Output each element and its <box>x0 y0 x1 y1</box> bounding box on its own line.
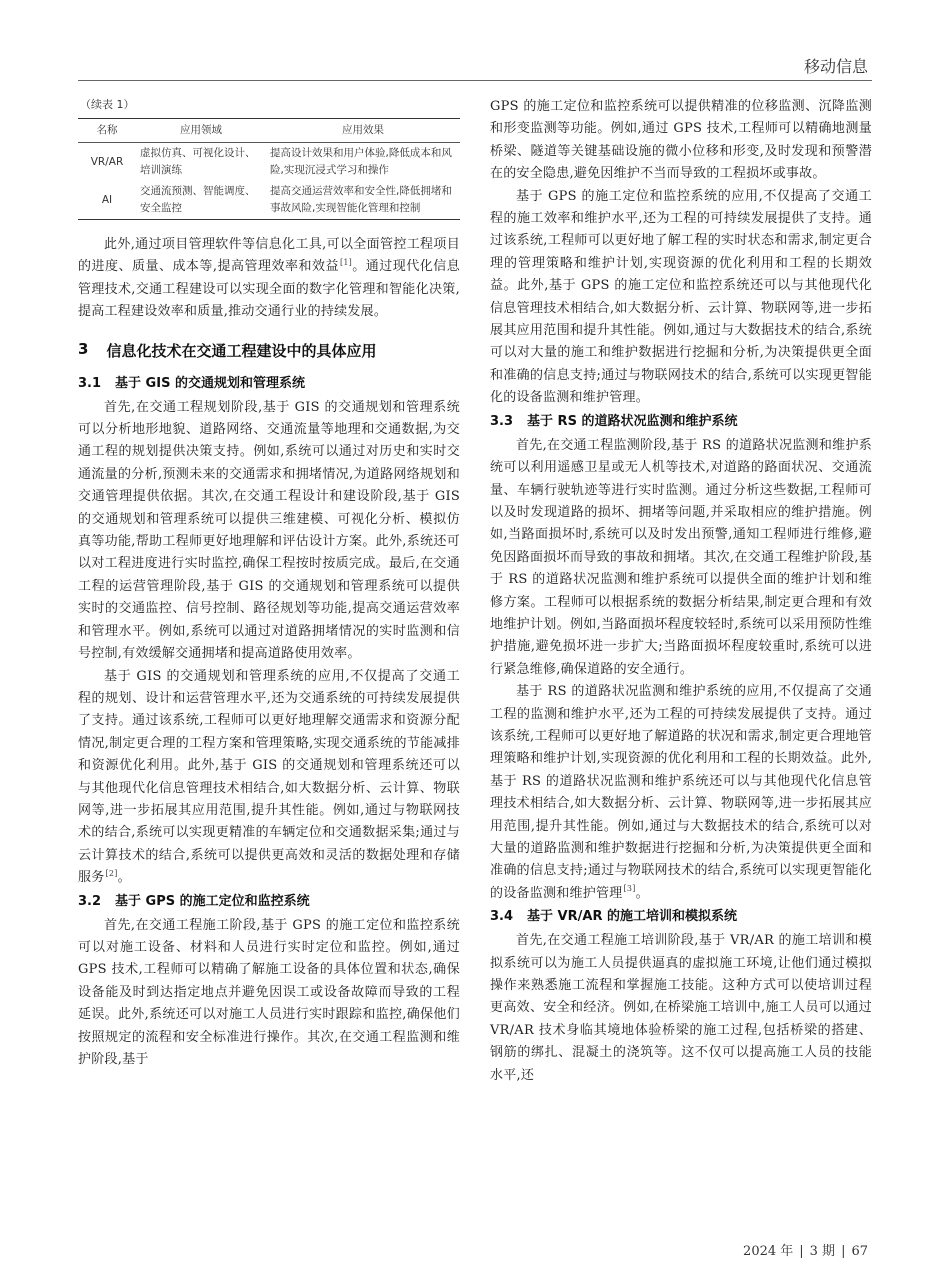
section-title: 基于 RS 的道路状况监测和维护系统 <box>527 413 738 429</box>
tech-application-table <box>78 118 460 220</box>
table-row <box>78 143 460 182</box>
table-row <box>78 181 460 220</box>
table-cell-field: 虚拟仿真、可视化设计、培训演练 <box>140 147 256 176</box>
table-cell-name: VR/AR <box>90 155 124 168</box>
table-header-cell: 名称 <box>78 119 136 143</box>
paragraph: 基于 RS 的道路状况监测和维护系统的应用,不仅提高了交通工程的监测和维护水平,还为工程的可持续发展提供了支持。通过该系统,工程师可以更好地了解道路的状况和需求,制定更合理地管理策略和维护计划,实现资源的优化利用和工程的长期效益。此外,基于 RS 的道路状况监测和维护系统还可以与其他现代化信息管理技术相结合,如大数据分析、云计算、物联网等,进一步拓展其应用范围,提升其性能。例如,通过与大数据技术的结合,系统可以对大量的道路监测和维护数据进行挖掘和分析,为决策提供更全面和准确的信息支持;通过与物联网技术的结合,系统可以实现更智能化的设备监测和维护管理[3]。 <box>490 684 872 901</box>
page-footer <box>743 1240 868 1259</box>
paragraph: 首先,在交通工程施工培训阶段,基于 VR/AR 的施工培训和模拟系统可以为施工人员提供逼真的虚拟施工环境,让他们通过模拟操作来熟悉施工流程和掌握施工技能。这种方式可以使培训过程更高效、安全和经济。例如,在桥梁施工培训中,施工人员可以通过 VR/AR 技术身临其境地体验桥梁的施工过程,包括桥梁的搭建、钢筋的绑扎、混凝土的浇筑等。这不仅可以提高施工人员的技能水平,还 <box>490 933 872 1083</box>
footer-issue: 3 期 <box>809 1244 836 1259</box>
section-3-1-heading <box>78 375 460 393</box>
section-title: 基于 VR/AR 的施工培训和模拟系统 <box>527 909 737 925</box>
table-caption: （续表 1） <box>80 98 135 111</box>
section-title: 基于 GIS 的交通规划和管理系统 <box>115 375 305 391</box>
section-3-heading <box>78 340 460 361</box>
section-number: 3.2 <box>78 893 102 909</box>
table-header-cell: 应用效果 <box>266 119 460 143</box>
section-3-2-heading <box>78 893 460 911</box>
section-number: 3.4 <box>490 909 514 925</box>
paragraph: 首先,在交通工程监测阶段,基于 RS 的道路状况监测和维护系统可以利用遥感卫星或无人机等技术,对道路的路面状况、交通流量、车辆行驶轨迹等进行实时监测。通过分析这些数据,工程师可以及时发现道路的损坏、拥堵等问题,并采取相应的维护措施。例如,当路面损坏时,系统可以及时发出预警,通知工程师进行维修,避免因路面损坏而导致的事故和拥堵。其次,在交通工程维护阶段,基于 RS 的道路状况监测和维护系统可以提供全面的维护计划和维修方案。工程师可以根据系统的数据分析结果,制定更合理和有效地维护计划。例如,当路面损坏程度较轻时,系统可以采用预防性维护措施,避免损坏进一步扩大;当路面损坏程度较重时,系统可以进行紧急维修,确保道路的安全通行。 <box>490 437 872 677</box>
citation: [2] <box>105 868 118 878</box>
left-column <box>78 96 460 1071</box>
section-number: 3.1 <box>78 375 102 391</box>
table-header-row <box>78 119 460 143</box>
footer-separator: | <box>841 1244 846 1259</box>
section-number: 3 <box>78 339 89 358</box>
continued-paragraph: GPS 的施工定位和监控系统可以提供精准的位移监测、沉降监测和形变监测等功能。例如,通过 GPS 技术,工程师可以精确地测量桥梁、隧道等关键基础设施的微小位移和形变,及时发现和预警潜在的安全隐患,避免因维护不当而导致的工程损坏或事故。 <box>490 99 872 182</box>
table-cell-effect: 提高设计效果和用户体验,降低成本和风险,实现沉浸式学习和操作 <box>270 147 452 176</box>
paragraph: 基于 GPS 的施工定位和监控系统的应用,不仅提高了交通工程的施工效率和维护水平,还为工程的可持续发展提供了支持。通过该系统,工程师可以更好地了解工程的实时状态和需求,制定更合理的管理策略和维护计划,实现资源的优化利用和工程的长期效益。此外,基于 GPS 的施工定位和监控系统还可以与其他现代化信息管理技术相结合,如大数据分析、云计算、物联网等,进一步拓展其应用范围和提升其性能。例如,通过与大数据技术的结合,系统可以对大量的施工和维护数据进行挖掘和分析,为决策提供更全面和准确的信息支持;通过与物联网技术的结合,系统可以实现更智能化的设备监测和维护管理。 <box>490 188 872 406</box>
section-title: 信息化技术在交通工程建设中的具体应用 <box>106 341 377 360</box>
intro-paragraph: 此外,通过项目管理软件等信息化工具,可以全面管控工程项目的进度、质量、成本等,提高管理效率和效益[1]。通过现代化信息管理技术,交通工程建设可以实现全面的数字化管理和智能化决策,提高工程建设效率和质量,推动交通行业的持续发展。 <box>78 237 460 320</box>
page-number: 67 <box>851 1244 868 1259</box>
citation: [3] <box>623 884 636 894</box>
table-cell-field: 交通流预测、智能调度、安全监控 <box>136 181 266 220</box>
section-number: 3.3 <box>490 413 514 429</box>
journal-title: 移动信息 <box>803 57 868 76</box>
section-title: 基于 GPS 的施工定位和监控系统 <box>115 893 310 909</box>
citation: [1] <box>339 258 353 268</box>
table-cell-name: AI <box>78 181 136 220</box>
header-rule <box>78 80 872 81</box>
paragraph: 基于 GIS 的交通规划和管理系统的应用,不仅提高了交通工程的规划、设计和运营管理水平,还为交通系统的可持续发展提供了支持。通过该系统,工程师可以更好地理解交通需求和资源分配情况,制定更合理的工程方案和管理策略,实现交通系统的节能减排和资源优化利用。此外,基于 GIS 的交通规划和管理系统还可以与其他现代化信息管理技术相结合,如大数据分析、云计算、物联网等,进一步拓展其应用范围,提升其性能。例如,通过与物联网技术的结合,系统可以实现更精准的车辆定位和交通数据采集;通过与云计算技术的结合,系统可以提供更高效和灵活的数据处理和存储服务[2]。 <box>78 668 460 886</box>
footer-separator: | <box>799 1244 804 1259</box>
paragraph: 首先,在交通工程施工阶段,基于 GPS 的施工定位和监控系统可以对施工设备、材料和人员进行实时定位和监控。例如,通过 GPS 技术,工程师可以精确了解施工设备的具体位置和状态,确保设备能及时到达指定地点并避免因误工或设备故障而导致的工程延误。此外,系统还可以对施工人员进行实时跟踪和监控,确保他们按照规定的流程和安全标准进行操作。其次,在交通工程监测和维护阶段,基于 <box>78 917 460 1067</box>
section-3-3-heading <box>490 413 872 431</box>
table-cell-effect: 提高交通运营效率和安全性,降低拥堵和事故风险,实现智能化管理和控制 <box>266 181 460 220</box>
paragraph: 首先,在交通工程规划阶段,基于 GIS 的交通规划和管理系统可以分析地形地貌、道路网络、交通流量等地理和交通数据,为交通工程的规划提供决策支持。例如,系统可以通过对历史和实时交通流量的分析,预测未来的交通需求和拥堵情况,为道路网络规划和交通管理提供依据。其次,在交通工程设计和建设阶段,基于 GIS 的交通规划和管理系统可以提供三维建模、可视化分析、模拟仿真等功能,帮助工程师更好地理解和评估设计方案。此外,系统还可以对工程进度进行实时监控,确保工程按时按质完成。最后,在交通工程的运营管理阶段,基于 GIS 的交通规划和管理系统可以提供实时的交通监控、信号控制、路径规划等功能,提高交通运营效率和管理水平。例如,系统可以通过对道路拥堵情况的实时监测和信号控制,有效缓解交通拥堵和提高道路使用效率。 <box>78 399 460 662</box>
table-header-cell: 应用领域 <box>136 119 266 143</box>
footer-year: 2024 年 <box>743 1244 794 1259</box>
right-column <box>490 96 872 1087</box>
section-3-4-heading <box>490 908 872 926</box>
